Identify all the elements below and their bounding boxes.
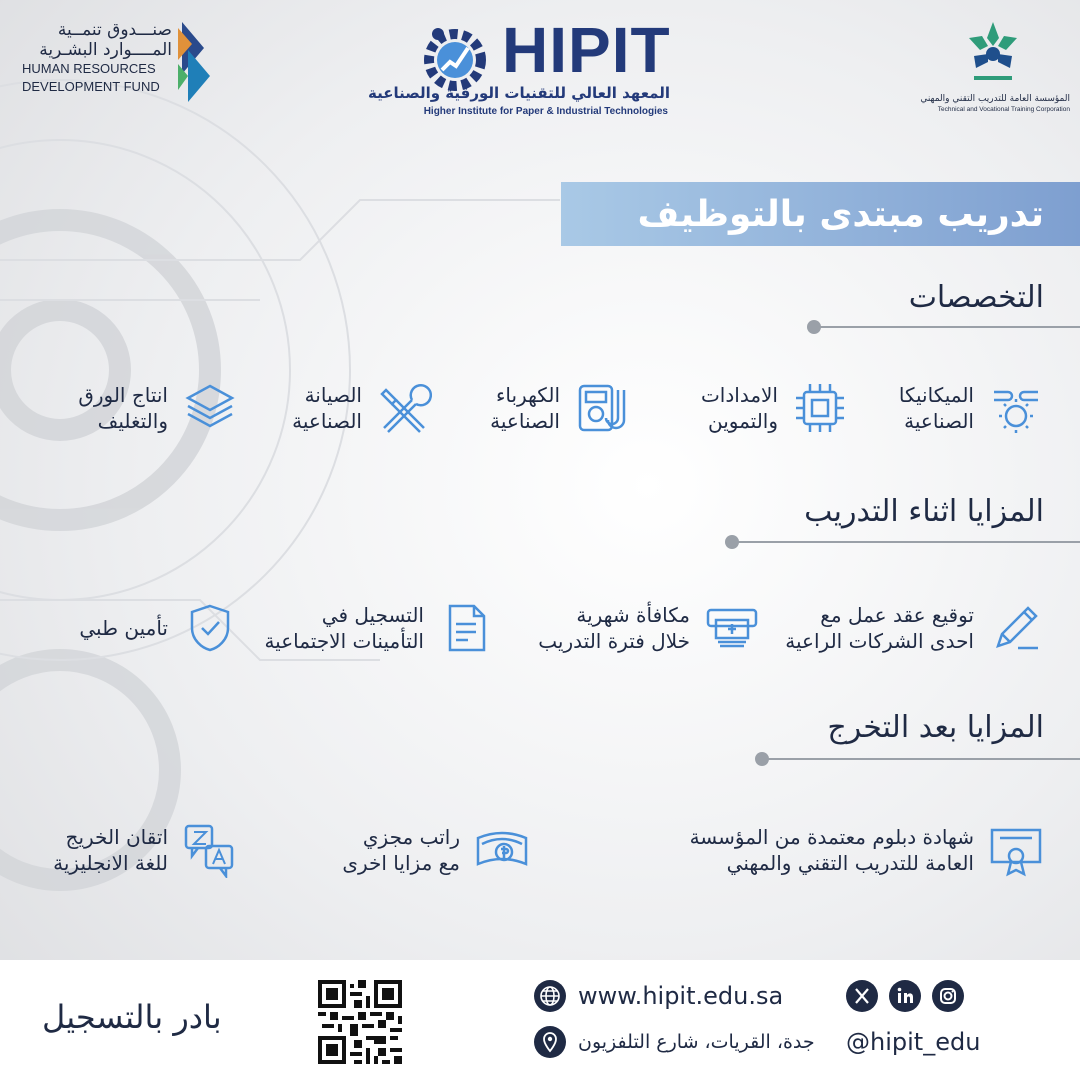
hrdf-emblem-icon <box>174 20 214 106</box>
spec-item-maintenance <box>292 380 432 436</box>
specializations-heading: التخصصات <box>908 280 1044 315</box>
grad-item-diploma <box>690 822 1044 878</box>
benefit-item-medical <box>79 600 238 656</box>
social-handle[interactable]: @hipit_edu <box>846 1028 981 1056</box>
title-banner <box>561 182 1080 246</box>
instagram-icon[interactable] <box>932 980 964 1012</box>
tvtc-logo-arabic: المؤسسة العامة للتدريب التقني والمهني <box>920 94 1070 104</box>
cash-machine-icon <box>704 600 760 656</box>
money-icon <box>474 822 530 878</box>
spec-item-paper-line2: والتغليف <box>97 409 168 433</box>
website-globe-icon <box>534 980 566 1012</box>
layers-icon <box>182 380 238 436</box>
benefit-item-stipend-line2: خلال فترة التدريب <box>538 629 690 653</box>
gear-wrench-icon <box>988 380 1044 436</box>
grad-item-salary-line2: مع مزايا اخرى <box>342 851 460 875</box>
linkedin-icon[interactable] <box>889 980 921 1012</box>
hrdf-logo-line3: HUMAN RESOURCES <box>22 61 156 76</box>
spec-item-mechanics-label <box>899 382 974 434</box>
hrdf-logo-line1: صنـــدوق تنمــية <box>57 20 172 40</box>
spec-item-supply-label <box>701 382 778 434</box>
specializations-divider <box>818 326 1080 328</box>
benefit-item-stipend <box>538 600 760 656</box>
benefit-item-social-insurance <box>264 600 494 656</box>
grad-item-english-line1: اتقان الخريج <box>65 825 168 849</box>
qr-code-icon[interactable] <box>318 980 402 1064</box>
graduation-benefits-heading: المزايا بعد التخرج <box>827 710 1044 745</box>
tvtc-logo <box>920 18 1070 118</box>
spec-item-electrical-line2: الصناعية <box>490 409 560 433</box>
spec-item-paper-line1: انتاج الورق <box>78 383 168 407</box>
hrdf-logo-text <box>22 20 172 96</box>
hrdf-logo-line2: المــــوارد البشـرية <box>39 40 172 60</box>
spec-item-mechanics-line1: الميكانيكا <box>898 383 974 407</box>
footer <box>0 960 1080 1080</box>
grad-item-diploma-line2: العامة للتدريب التقني والمهني <box>726 851 974 875</box>
benefit-item-contract-line2: احدى الشركات الراعية <box>785 629 974 653</box>
spec-item-maintenance-line1: الصيانة <box>304 383 362 407</box>
document-icon <box>438 600 494 656</box>
chip-icon <box>792 380 848 436</box>
grad-item-diploma-label <box>690 824 974 876</box>
address-text: جدة، القريات، شارع التلفزيون <box>578 1031 815 1053</box>
translate-icon <box>182 822 238 878</box>
tvtc-logo-english: Technical and Vocational Training Corporation <box>937 106 1070 113</box>
spec-item-electrical-line1: الكهرباء <box>495 383 560 407</box>
spec-item-electrical-label <box>490 382 560 434</box>
tvtc-emblem-icon <box>962 18 1024 88</box>
x-twitter-icon[interactable] <box>846 980 878 1012</box>
pen-icon <box>988 600 1044 656</box>
benefit-item-social-insurance-line1: التسجيل في <box>321 603 424 627</box>
spec-item-maintenance-line2: الصناعية <box>292 409 362 433</box>
benefit-item-medical-line1: تأمين طبي <box>79 616 168 640</box>
benefit-item-social-insurance-line2: التأمينات الاجتماعية <box>264 629 424 653</box>
benefit-item-social-insurance-label <box>264 602 424 654</box>
grad-item-salary-label <box>342 824 460 876</box>
certificate-icon <box>988 822 1044 878</box>
grad-item-diploma-line1: شهادة دبلوم معتمدة من المؤسسة <box>689 825 974 849</box>
spec-item-supply <box>701 380 848 436</box>
hipit-logo-arabic: المعهد العالي للتقنيات الورقية والصناعية <box>367 84 670 102</box>
grad-item-salary <box>342 822 530 878</box>
grad-item-salary-line1: راتب مجزي <box>362 825 460 849</box>
benefit-item-stipend-line1: مكافأة شهرية <box>576 603 690 627</box>
spec-item-mechanics <box>899 380 1044 436</box>
page-title: تدريب مبتدى بالتوظيف <box>637 193 1044 235</box>
benefit-item-medical-label <box>79 615 168 641</box>
training-benefits-divider <box>735 541 1080 543</box>
hrdf-logo <box>22 20 222 110</box>
spec-item-maintenance-label <box>292 382 362 434</box>
benefit-item-stipend-label <box>538 602 690 654</box>
spec-item-supply-line1: الامدادات <box>700 383 778 407</box>
register-cta[interactable]: بادر بالتسجيل <box>42 998 222 1036</box>
graduation-benefits-divider-dot <box>755 752 769 766</box>
benefit-item-contract <box>785 600 1044 656</box>
hipit-logo <box>367 14 672 124</box>
tools-icon <box>376 380 432 436</box>
grad-item-english-label <box>53 824 168 876</box>
spec-item-electrical <box>490 380 630 436</box>
location-pin-icon <box>534 1026 566 1058</box>
spec-item-mechanics-line2: الصناعية <box>904 409 974 433</box>
benefit-item-contract-line1: توقيع عقد عمل مع <box>820 603 974 627</box>
training-benefits-divider-dot <box>725 535 739 549</box>
hipit-logo-name: HIPIT <box>502 14 671 86</box>
grad-item-english-line2: للغة الانجليزية <box>53 851 168 875</box>
hrdf-logo-line4: DEVELOPMENT FUND <box>22 79 160 94</box>
specializations-divider-dot <box>807 320 821 334</box>
benefit-item-contract-label <box>785 602 974 654</box>
shield-check-icon <box>182 600 238 656</box>
website-link[interactable]: www.hipit.edu.sa <box>578 982 784 1010</box>
training-benefits-heading: المزايا اثناء التدريب <box>804 494 1044 529</box>
spec-item-supply-line2: والتموين <box>707 409 778 433</box>
spec-item-paper-label <box>78 382 168 434</box>
multimeter-icon <box>574 380 630 436</box>
graduation-benefits-divider <box>765 758 1080 760</box>
grad-item-english <box>53 822 238 878</box>
spec-item-paper <box>78 380 238 436</box>
hipit-logo-english: Higher Institute for Paper & Industrial Technologies <box>423 106 668 117</box>
